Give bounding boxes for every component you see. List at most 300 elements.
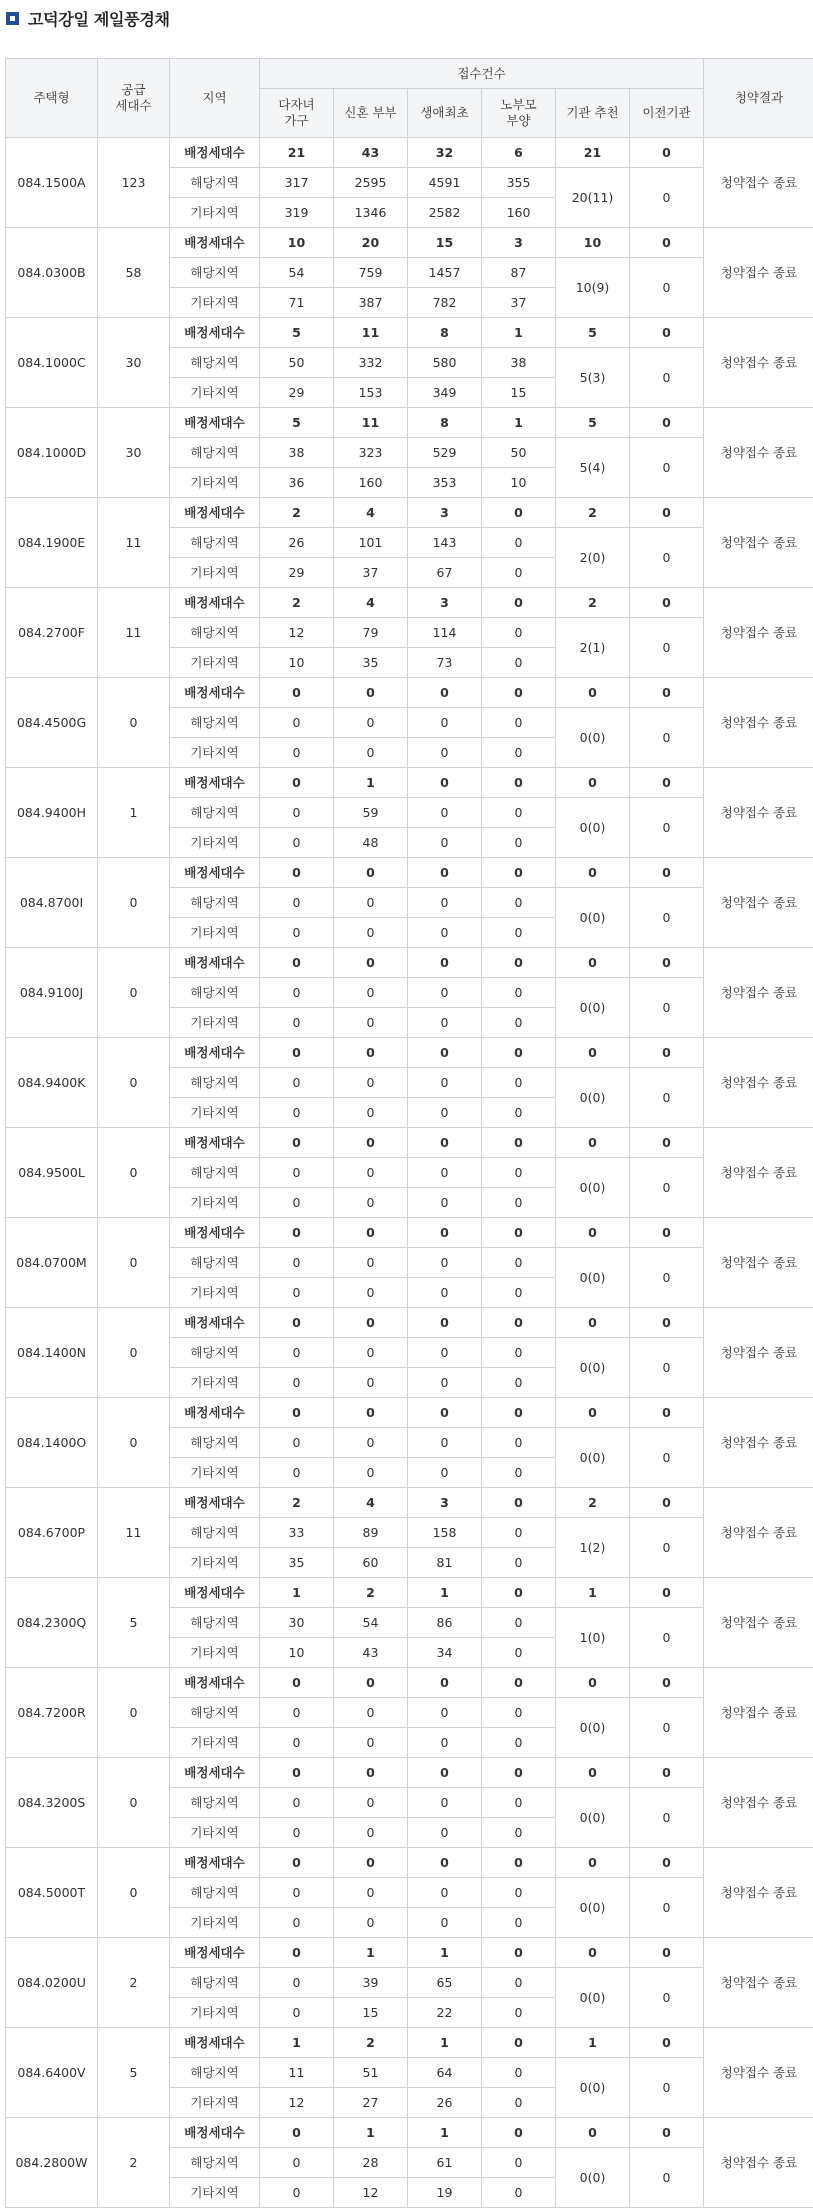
cell-local: 0 <box>482 978 556 1008</box>
cell-region-label: 배정세대수 <box>170 1578 260 1608</box>
cell-result: 청약접수 종료 <box>704 768 813 858</box>
table-body <box>6 138 813 2208</box>
cell-other: 0 <box>482 1908 556 1938</box>
cell-region-label: 해당지역 <box>170 1428 260 1458</box>
cell-region-label: 해당지역 <box>170 708 260 738</box>
cell-supply: 123 <box>98 138 170 228</box>
table-row <box>6 1038 813 1068</box>
header-col: 기관 추천 <box>556 89 630 138</box>
cell-alloc: 0 <box>482 858 556 888</box>
cell-other: 153 <box>334 378 408 408</box>
cell-region-label: 해당지역 <box>170 1608 260 1638</box>
cell-result: 청약접수 종료 <box>704 228 813 318</box>
cell-local: 64 <box>408 2058 482 2088</box>
cell-alloc: 0 <box>630 408 704 438</box>
cell-type: 084.9400K <box>6 1038 98 1128</box>
cell-region-label: 기타지역 <box>170 1458 260 1488</box>
cell-other: 0 <box>408 918 482 948</box>
cell-supply: 0 <box>98 1128 170 1218</box>
cell-alloc: 3 <box>408 498 482 528</box>
cell-type: 084.1900E <box>6 498 98 588</box>
cell-result: 청약접수 종료 <box>704 1488 813 1578</box>
cell-alloc: 1 <box>408 1578 482 1608</box>
cell-region-label: 배정세대수 <box>170 1938 260 1968</box>
table-row <box>6 1398 813 1428</box>
cell-local: 0 <box>260 708 334 738</box>
cell-type: 084.0200U <box>6 1938 98 2028</box>
cell-local: 0 <box>482 708 556 738</box>
cell-local: 0 <box>260 1698 334 1728</box>
cell-alloc: 0 <box>556 1848 630 1878</box>
table-row <box>6 1578 813 1608</box>
cell-result: 청약접수 종료 <box>704 138 813 228</box>
cell-local: 0 <box>260 1788 334 1818</box>
cell-alloc: 0 <box>556 1668 630 1698</box>
cell-type: 084.2300Q <box>6 1578 98 1668</box>
cell-inst: 1(2) <box>556 1518 630 1578</box>
cell-alloc: 0 <box>482 1668 556 1698</box>
cell-other: 0 <box>334 1368 408 1398</box>
cell-supply: 11 <box>98 588 170 678</box>
header-result: 청약결과 <box>704 59 813 138</box>
table-row <box>6 2118 813 2148</box>
cell-alloc: 0 <box>408 678 482 708</box>
cell-other: 0 <box>260 1368 334 1398</box>
cell-other: 60 <box>334 1548 408 1578</box>
cell-other: 0 <box>482 918 556 948</box>
cell-region-label: 해당지역 <box>170 168 260 198</box>
cell-region-label: 배정세대수 <box>170 1128 260 1158</box>
cell-other: 0 <box>408 1908 482 1938</box>
table-row <box>6 1938 813 1968</box>
cell-inst: 0(0) <box>556 798 630 858</box>
cell-local: 51 <box>334 2058 408 2088</box>
cell-inst: 0(0) <box>556 1698 630 1758</box>
cell-type: 084.4500G <box>6 678 98 768</box>
cell-alloc: 15 <box>408 228 482 258</box>
table-row <box>6 1668 813 1698</box>
table-row <box>6 858 813 888</box>
cell-type: 084.9400H <box>6 768 98 858</box>
cell-other: 15 <box>334 1998 408 2028</box>
cell-other: 0 <box>408 1368 482 1398</box>
cell-region-label: 기타지역 <box>170 2088 260 2118</box>
cell-other: 0 <box>408 828 482 858</box>
table-row <box>6 2028 813 2058</box>
cell-alloc: 0 <box>482 1308 556 1338</box>
cell-other: 0 <box>482 558 556 588</box>
cell-local: 0 <box>260 1878 334 1908</box>
cell-alloc: 0 <box>630 2118 704 2148</box>
cell-alloc: 5 <box>260 408 334 438</box>
cell-other: 22 <box>408 1998 482 2028</box>
cell-other: 0 <box>334 738 408 768</box>
cell-inst: 0(0) <box>556 978 630 1038</box>
cell-local: 0 <box>482 528 556 558</box>
cell-local: 101 <box>334 528 408 558</box>
cell-other: 48 <box>334 828 408 858</box>
cell-region-label: 배정세대수 <box>170 1398 260 1428</box>
cell-region-label: 배정세대수 <box>170 678 260 708</box>
cell-region-label: 해당지역 <box>170 1788 260 1818</box>
cell-region-label: 해당지역 <box>170 798 260 828</box>
cell-local: 0 <box>408 1068 482 1098</box>
cell-region-label: 해당지역 <box>170 438 260 468</box>
page-title <box>6 6 170 30</box>
cell-region-label: 배정세대수 <box>170 768 260 798</box>
cell-result: 청약접수 종료 <box>704 588 813 678</box>
cell-type: 084.1000C <box>6 318 98 408</box>
cell-other: 0 <box>408 1098 482 1128</box>
cell-alloc: 20 <box>334 228 408 258</box>
cell-local: 323 <box>334 438 408 468</box>
cell-alloc: 0 <box>630 1758 704 1788</box>
cell-alloc: 0 <box>630 588 704 618</box>
cell-alloc: 0 <box>334 1128 408 1158</box>
cell-local: 39 <box>334 1968 408 1998</box>
cell-type: 084.5000T <box>6 1848 98 1938</box>
header-col: 생애최초 <box>408 89 482 138</box>
cell-local: 114 <box>408 618 482 648</box>
cell-alloc: 1 <box>260 2028 334 2058</box>
cell-other: 0 <box>260 828 334 858</box>
cell-other: 0 <box>334 918 408 948</box>
cell-supply: 0 <box>98 1758 170 1848</box>
cell-type: 084.1500A <box>6 138 98 228</box>
cell-alloc: 0 <box>630 678 704 708</box>
cell-alloc: 0 <box>260 1218 334 1248</box>
cell-alloc: 3 <box>408 1488 482 1518</box>
cell-other: 10 <box>260 648 334 678</box>
cell-prev: 0 <box>630 2148 704 2208</box>
cell-alloc: 0 <box>482 768 556 798</box>
cell-region-label: 해당지역 <box>170 978 260 1008</box>
cell-inst: 0(0) <box>556 1878 630 1938</box>
cell-region-label: 해당지역 <box>170 2058 260 2088</box>
cell-local: 0 <box>334 1878 408 1908</box>
cell-result: 청약접수 종료 <box>704 498 813 588</box>
cell-alloc: 4 <box>334 1488 408 1518</box>
square-bullet-icon <box>6 12 19 25</box>
cell-inst: 5(3) <box>556 348 630 408</box>
cell-other: 73 <box>408 648 482 678</box>
cell-alloc: 6 <box>482 138 556 168</box>
cell-local: 0 <box>482 1518 556 1548</box>
cell-alloc: 0 <box>630 498 704 528</box>
cell-alloc: 2 <box>556 1488 630 1518</box>
cell-prev: 0 <box>630 1248 704 1308</box>
cell-alloc: 0 <box>408 1128 482 1158</box>
cell-alloc: 1 <box>556 2028 630 2058</box>
cell-other: 0 <box>482 1638 556 1668</box>
cell-local: 0 <box>482 1968 556 1998</box>
table-header <box>6 59 813 138</box>
cell-alloc: 0 <box>630 1308 704 1338</box>
cell-region-label: 해당지역 <box>170 1698 260 1728</box>
cell-region-label: 기타지역 <box>170 468 260 498</box>
cell-alloc: 0 <box>630 768 704 798</box>
cell-alloc: 1 <box>408 2118 482 2148</box>
cell-alloc: 0 <box>556 948 630 978</box>
title-text: 고덕강일 제일풍경채 <box>28 9 170 29</box>
cell-other: 160 <box>482 198 556 228</box>
cell-region-label: 기타지역 <box>170 2178 260 2208</box>
cell-alloc: 0 <box>408 1758 482 1788</box>
cell-prev: 0 <box>630 708 704 768</box>
cell-alloc: 0 <box>482 678 556 708</box>
cell-alloc: 0 <box>334 1668 408 1698</box>
cell-alloc: 0 <box>630 1218 704 1248</box>
cell-region-label: 기타지역 <box>170 558 260 588</box>
cell-supply: 5 <box>98 2028 170 2118</box>
cell-alloc: 0 <box>556 678 630 708</box>
cell-local: 0 <box>334 708 408 738</box>
cell-alloc: 0 <box>482 1758 556 1788</box>
cell-alloc: 4 <box>334 588 408 618</box>
cell-alloc: 0 <box>482 2118 556 2148</box>
cell-result: 청약접수 종료 <box>704 1938 813 2028</box>
cell-alloc: 0 <box>260 1758 334 1788</box>
cell-alloc: 43 <box>334 138 408 168</box>
cell-alloc: 0 <box>408 948 482 978</box>
cell-other: 0 <box>260 918 334 948</box>
cell-alloc: 0 <box>260 2118 334 2148</box>
cell-other: 0 <box>482 1278 556 1308</box>
cell-alloc: 0 <box>556 1038 630 1068</box>
cell-inst: 0(0) <box>556 1338 630 1398</box>
cell-local: 0 <box>408 888 482 918</box>
cell-inst: 0(0) <box>556 1158 630 1218</box>
cell-alloc: 0 <box>630 1038 704 1068</box>
cell-alloc: 11 <box>334 408 408 438</box>
cell-prev: 0 <box>630 1698 704 1758</box>
cell-inst: 0(0) <box>556 708 630 768</box>
cell-result: 청약접수 종료 <box>704 318 813 408</box>
cell-local: 0 <box>260 978 334 1008</box>
cell-local: 0 <box>334 888 408 918</box>
cell-region-label: 기타지역 <box>170 1188 260 1218</box>
cell-alloc: 11 <box>334 318 408 348</box>
cell-other: 0 <box>334 1818 408 1848</box>
cell-result: 청약접수 종료 <box>704 1308 813 1398</box>
cell-other: 0 <box>482 1008 556 1038</box>
cell-local: 0 <box>482 888 556 918</box>
cell-supply: 30 <box>98 408 170 498</box>
cell-other: 0 <box>482 1548 556 1578</box>
cell-supply: 0 <box>98 1038 170 1128</box>
cell-other: 0 <box>482 1728 556 1758</box>
cell-inst: 10(9) <box>556 258 630 318</box>
cell-region-label: 배정세대수 <box>170 948 260 978</box>
cell-local: 0 <box>260 1428 334 1458</box>
cell-alloc: 0 <box>260 1398 334 1428</box>
cell-other: 353 <box>408 468 482 498</box>
table-row <box>6 1488 813 1518</box>
cell-result: 청약접수 종료 <box>704 1128 813 1218</box>
cell-local: 0 <box>408 1698 482 1728</box>
cell-local: 38 <box>260 438 334 468</box>
cell-alloc: 0 <box>556 768 630 798</box>
cell-inst: 5(4) <box>556 438 630 498</box>
cell-region-label: 배정세대수 <box>170 138 260 168</box>
cell-alloc: 0 <box>260 1938 334 1968</box>
cell-supply: 30 <box>98 318 170 408</box>
cell-alloc: 0 <box>556 2118 630 2148</box>
cell-alloc: 0 <box>334 1848 408 1878</box>
cell-alloc: 1 <box>482 318 556 348</box>
table-row <box>6 1218 813 1248</box>
cell-other: 0 <box>482 1368 556 1398</box>
cell-region-label: 배정세대수 <box>170 1758 260 1788</box>
cell-region-label: 배정세대수 <box>170 1308 260 1338</box>
cell-region-label: 배정세대수 <box>170 1668 260 1698</box>
cell-prev: 0 <box>630 348 704 408</box>
cell-alloc: 0 <box>260 1848 334 1878</box>
cell-region-label: 배정세대수 <box>170 318 260 348</box>
cell-local: 317 <box>260 168 334 198</box>
cell-type: 084.0700M <box>6 1218 98 1308</box>
cell-other: 0 <box>482 2088 556 2118</box>
cell-local: 580 <box>408 348 482 378</box>
cell-other: 160 <box>334 468 408 498</box>
cell-region-label: 해당지역 <box>170 888 260 918</box>
cell-alloc: 0 <box>408 1308 482 1338</box>
header-count-group: 접수건수 <box>260 59 704 89</box>
cell-alloc: 0 <box>260 1128 334 1158</box>
cell-other: 0 <box>408 1728 482 1758</box>
cell-region-label: 해당지역 <box>170 528 260 558</box>
cell-other: 0 <box>408 1278 482 1308</box>
cell-local: 0 <box>408 1878 482 1908</box>
cell-other: 71 <box>260 288 334 318</box>
cell-inst: 0(0) <box>556 1428 630 1488</box>
cell-type: 084.1400O <box>6 1398 98 1488</box>
cell-local: 0 <box>260 798 334 828</box>
cell-local: 0 <box>260 1968 334 1998</box>
cell-local: 0 <box>408 1158 482 1188</box>
cell-supply: 1 <box>98 768 170 858</box>
table-row <box>6 228 813 258</box>
cell-type: 084.1000D <box>6 408 98 498</box>
cell-local: 0 <box>260 1158 334 1188</box>
cell-other: 0 <box>260 1458 334 1488</box>
cell-result: 청약접수 종료 <box>704 1218 813 1308</box>
cell-alloc: 0 <box>482 1578 556 1608</box>
cell-alloc: 0 <box>260 1668 334 1698</box>
cell-local: 0 <box>260 1248 334 1278</box>
cell-alloc: 0 <box>556 1218 630 1248</box>
cell-alloc: 0 <box>260 1038 334 1068</box>
cell-prev: 0 <box>630 1338 704 1398</box>
cell-alloc: 0 <box>630 1128 704 1158</box>
cell-other: 0 <box>408 1458 482 1488</box>
cell-local: 332 <box>334 348 408 378</box>
cell-supply: 58 <box>98 228 170 318</box>
cell-other: 0 <box>260 738 334 768</box>
cell-local: 26 <box>260 528 334 558</box>
cell-other: 10 <box>482 468 556 498</box>
cell-result: 청약접수 종료 <box>704 678 813 768</box>
cell-alloc: 0 <box>408 1398 482 1428</box>
cell-alloc: 0 <box>630 318 704 348</box>
cell-region-label: 기타지역 <box>170 1908 260 1938</box>
cell-type: 084.9500L <box>6 1128 98 1218</box>
cell-local: 0 <box>408 708 482 738</box>
cell-alloc: 0 <box>556 858 630 888</box>
cell-local: 0 <box>482 618 556 648</box>
cell-local: 0 <box>334 1338 408 1368</box>
cell-local: 54 <box>334 1608 408 1638</box>
table-row <box>6 1128 813 1158</box>
cell-type: 084.3200S <box>6 1758 98 1848</box>
cell-alloc: 0 <box>482 588 556 618</box>
cell-prev: 0 <box>630 258 704 318</box>
cell-alloc: 0 <box>630 1578 704 1608</box>
cell-other: 0 <box>260 1188 334 1218</box>
cell-local: 0 <box>482 1698 556 1728</box>
cell-result: 청약접수 종료 <box>704 2118 813 2208</box>
cell-alloc: 0 <box>334 858 408 888</box>
cell-alloc: 4 <box>334 498 408 528</box>
cell-other: 0 <box>260 1908 334 1938</box>
table-row <box>6 138 813 168</box>
cell-type: 084.1400N <box>6 1308 98 1398</box>
cell-local: 0 <box>334 1428 408 1458</box>
cell-region-label: 배정세대수 <box>170 1848 260 1878</box>
cell-alloc: 0 <box>630 138 704 168</box>
cell-local: 0 <box>482 1428 556 1458</box>
cell-other: 0 <box>408 1818 482 1848</box>
cell-alloc: 0 <box>260 858 334 888</box>
cell-other: 0 <box>482 1098 556 1128</box>
cell-region-label: 배정세대수 <box>170 408 260 438</box>
cell-alloc: 0 <box>556 1938 630 1968</box>
cell-local: 11 <box>260 2058 334 2088</box>
cell-local: 0 <box>334 1068 408 1098</box>
cell-type: 084.7200R <box>6 1668 98 1758</box>
cell-other: 0 <box>334 1728 408 1758</box>
cell-local: 28 <box>334 2148 408 2178</box>
cell-alloc: 0 <box>556 1758 630 1788</box>
cell-alloc: 8 <box>408 318 482 348</box>
cell-other: 10 <box>260 1638 334 1668</box>
cell-region-label: 해당지역 <box>170 2148 260 2178</box>
cell-supply: 2 <box>98 2118 170 2208</box>
cell-local: 59 <box>334 798 408 828</box>
cell-alloc: 0 <box>482 1488 556 1518</box>
cell-other: 27 <box>334 2088 408 2118</box>
cell-alloc: 0 <box>408 1038 482 1068</box>
header-type: 주택형 <box>6 59 98 138</box>
cell-region-label: 기타지역 <box>170 1368 260 1398</box>
cell-alloc: 5 <box>556 318 630 348</box>
cell-local: 0 <box>408 978 482 1008</box>
cell-region-label: 배정세대수 <box>170 858 260 888</box>
cell-alloc: 0 <box>334 678 408 708</box>
cell-result: 청약접수 종료 <box>704 1038 813 1128</box>
cell-prev: 0 <box>630 528 704 588</box>
cell-region-label: 배정세대수 <box>170 1038 260 1068</box>
cell-region-label: 기타지역 <box>170 648 260 678</box>
cell-inst: 2(0) <box>556 528 630 588</box>
cell-result: 청약접수 종료 <box>704 1398 813 1488</box>
cell-other: 43 <box>334 1638 408 1668</box>
cell-local: 0 <box>334 1158 408 1188</box>
cell-other: 0 <box>482 828 556 858</box>
cell-alloc: 5 <box>260 318 334 348</box>
cell-supply: 2 <box>98 1938 170 2028</box>
cell-other: 782 <box>408 288 482 318</box>
